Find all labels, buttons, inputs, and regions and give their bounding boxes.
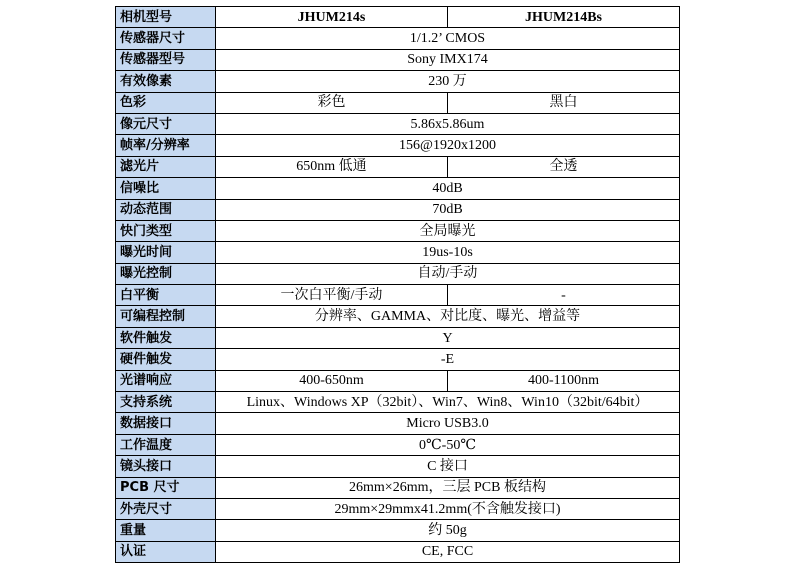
header-label: 相机型号	[116, 7, 216, 28]
row-label: 曝光控制	[116, 263, 216, 284]
row-value: 分辨率、GAMMA、对比度、曝光、增益等	[216, 306, 680, 327]
row-value-model-a: 一次白平衡/手动	[216, 285, 448, 306]
row-label: 可编程控制	[116, 306, 216, 327]
table-row	[116, 456, 680, 477]
table-row	[116, 199, 680, 220]
table-row	[116, 71, 680, 92]
row-label: 支持系统	[116, 392, 216, 413]
table-row	[116, 477, 680, 498]
table-row	[116, 349, 680, 370]
row-label: 色彩	[116, 92, 216, 113]
row-label: 硬件触发	[116, 349, 216, 370]
table-row	[116, 113, 680, 134]
table-row	[116, 49, 680, 70]
row-label: 镜头接口	[116, 456, 216, 477]
row-value-model-a: 400-650nm	[216, 370, 448, 391]
row-label: 白平衡	[116, 285, 216, 306]
table-row	[116, 135, 680, 156]
row-value: 1/1.2’ CMOS	[216, 28, 680, 49]
row-label: 像元尺寸	[116, 113, 216, 134]
row-value: 自动/手动	[216, 263, 680, 284]
model-a-header: JHUM214s	[216, 7, 448, 28]
spec-table-body	[116, 7, 680, 563]
camera-spec-table	[115, 6, 680, 563]
row-value-model-b: 400-1100nm	[448, 370, 680, 391]
row-value: 70dB	[216, 199, 680, 220]
row-label: 曝光时间	[116, 242, 216, 263]
row-label: 滤光片	[116, 156, 216, 177]
row-value: 5.86x5.86um	[216, 113, 680, 134]
row-label: 传感器尺寸	[116, 28, 216, 49]
row-value: 19us-10s	[216, 242, 680, 263]
row-value: Y	[216, 327, 680, 348]
row-label: 有效像素	[116, 71, 216, 92]
table-row	[116, 434, 680, 455]
model-b-header: JHUM214Bs	[448, 7, 680, 28]
table-row	[116, 92, 680, 113]
row-value: 全局曝光	[216, 220, 680, 241]
row-value-model-b: 全透	[448, 156, 680, 177]
row-label: 认证	[116, 541, 216, 562]
table-row	[116, 220, 680, 241]
row-value-model-a: 彩色	[216, 92, 448, 113]
table-row	[116, 392, 680, 413]
row-value: 230 万	[216, 71, 680, 92]
row-value: 40dB	[216, 178, 680, 199]
table-row	[116, 498, 680, 519]
row-value: 0℃-50℃	[216, 434, 680, 455]
row-label: 信噪比	[116, 178, 216, 199]
row-value: C 接口	[216, 456, 680, 477]
table-row	[116, 28, 680, 49]
row-label: 工作温度	[116, 434, 216, 455]
table-row	[116, 242, 680, 263]
row-value-model-a: 650nm 低通	[216, 156, 448, 177]
row-label: 帧率/分辨率	[116, 135, 216, 156]
row-value: 156@1920x1200	[216, 135, 680, 156]
row-label: PCB 尺寸	[116, 477, 216, 498]
table-row	[116, 285, 680, 306]
row-value: 26mm×26mm，三层 PCB 板结构	[216, 477, 680, 498]
table-row	[116, 413, 680, 434]
row-label: 数据接口	[116, 413, 216, 434]
row-value-model-b: 黑白	[448, 92, 680, 113]
row-label: 重量	[116, 520, 216, 541]
table-row	[116, 541, 680, 562]
row-label: 光谱响应	[116, 370, 216, 391]
row-label: 快门类型	[116, 220, 216, 241]
row-label: 动态范围	[116, 199, 216, 220]
row-value: CE, FCC	[216, 541, 680, 562]
table-row	[116, 327, 680, 348]
table-row	[116, 178, 680, 199]
table-row	[116, 520, 680, 541]
table-row	[116, 156, 680, 177]
row-label: 软件触发	[116, 327, 216, 348]
row-label: 传感器型号	[116, 49, 216, 70]
row-value: 29mm×29mmx41.2mm(不含触发接口)	[216, 498, 680, 519]
row-label: 外壳尺寸	[116, 498, 216, 519]
table-row	[116, 263, 680, 284]
row-value: Micro USB3.0	[216, 413, 680, 434]
row-value-model-b: -	[448, 285, 680, 306]
row-value: -E	[216, 349, 680, 370]
row-value: Sony IMX174	[216, 49, 680, 70]
table-row	[116, 306, 680, 327]
row-value: Linux、Windows XP（32bit）、Win7、Win8、Win10（32bit/64bit）	[216, 392, 680, 413]
row-value: 约 50g	[216, 520, 680, 541]
table-row	[116, 370, 680, 391]
table-header-row	[116, 7, 680, 28]
